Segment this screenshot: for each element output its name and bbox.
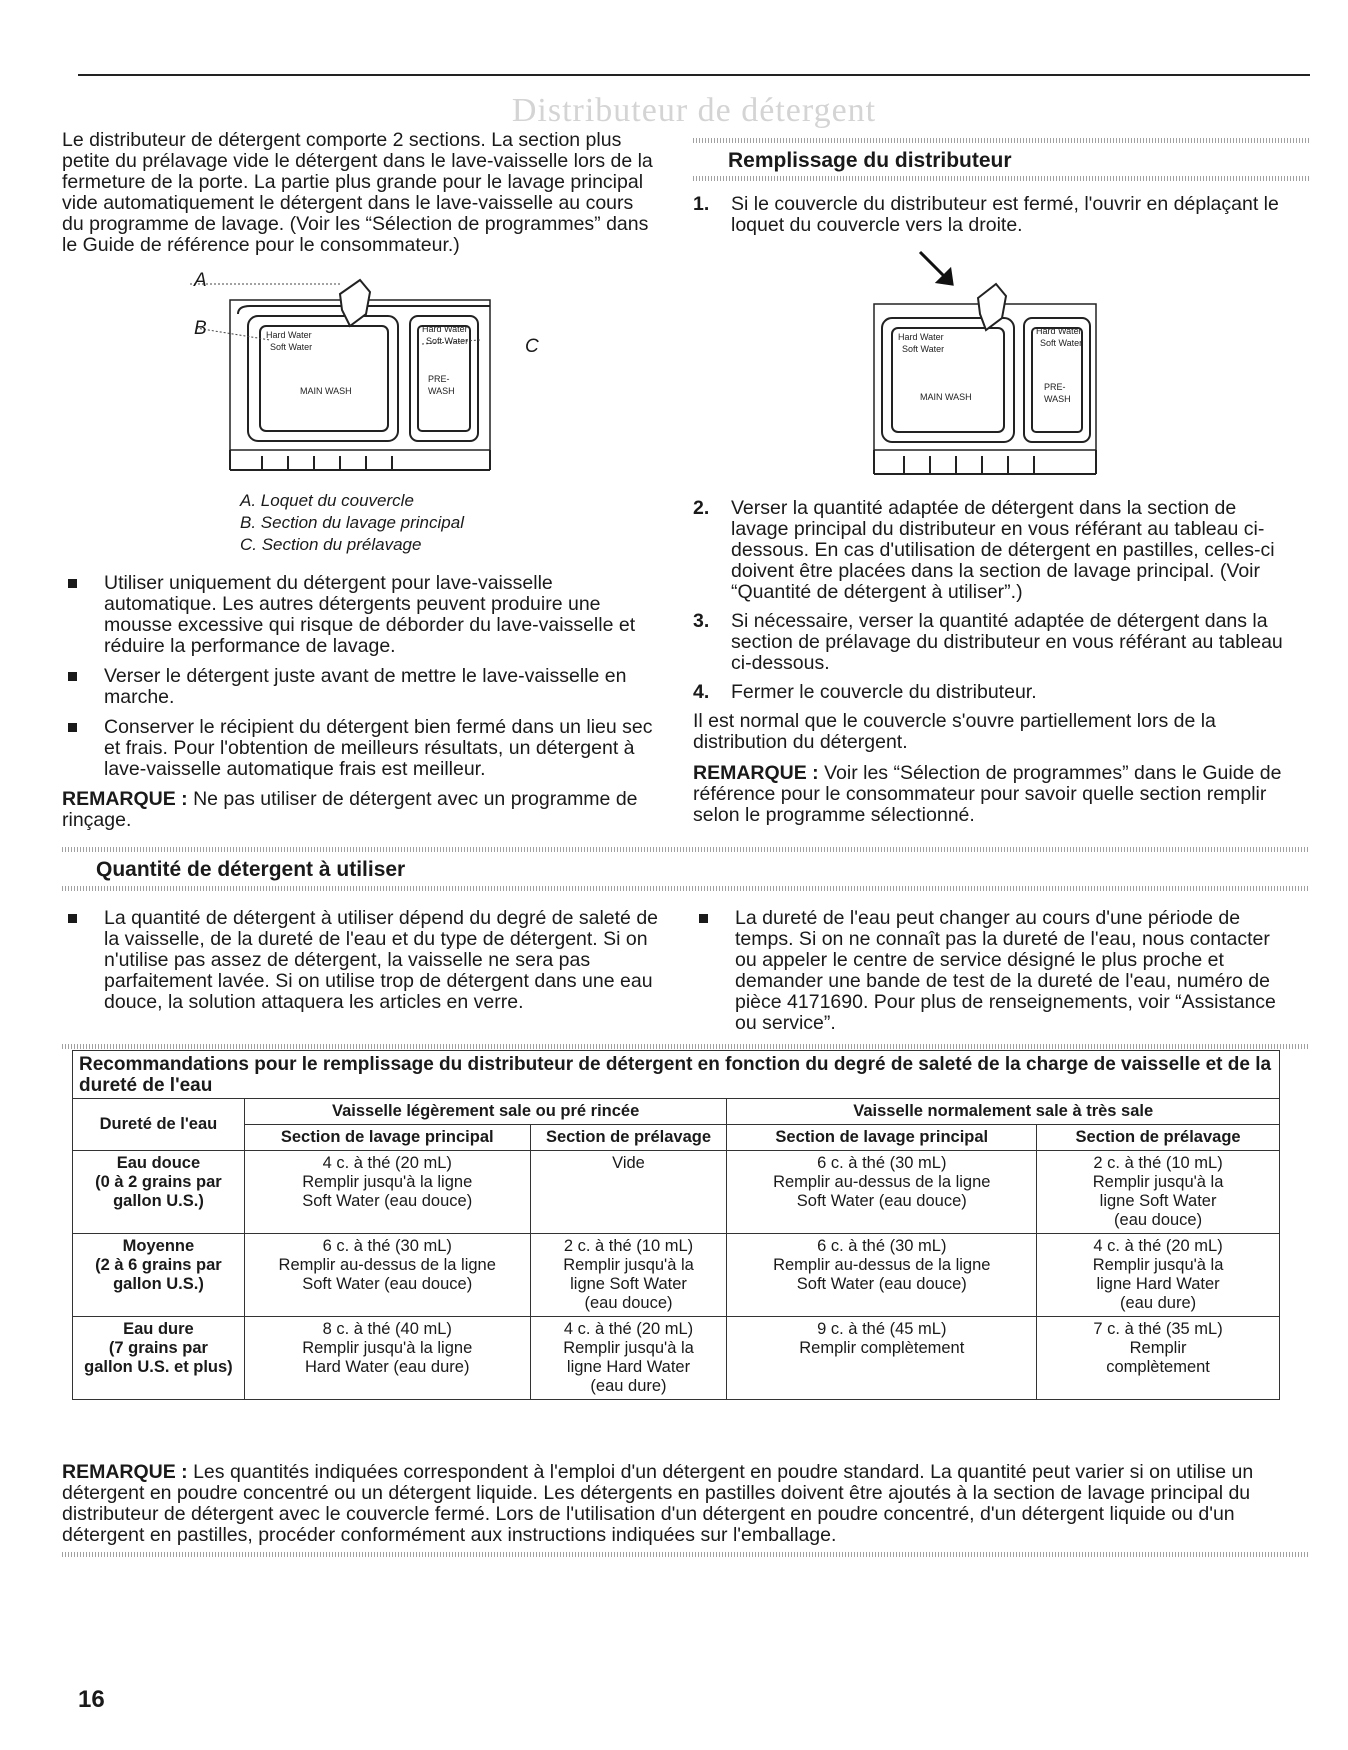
group2-header: Vaisselle normalement sale à très sale [727,1099,1280,1125]
pre-wash-label-1-2: PRE- [1044,382,1066,392]
hatch-divider [62,1044,1310,1049]
hard-water-label-right-2: Hard Water [1036,326,1082,336]
step-text: Si nécessaire, verser la quantité adaptée de détergent dans la section de prélavage du distributeur en vous référant au tableau ci-dessous. [731,610,1283,674]
table-row [73,1151,1280,1234]
top-rule [78,74,1310,76]
hatch-divider [62,847,1310,852]
table-title-box [72,1050,1280,1100]
bullet-item [62,573,662,657]
callout-c: C [525,336,539,357]
table-row [73,1234,1280,1317]
soft-water-label-left: Soft Water [270,342,313,352]
note-text: Ne pas utiliser de détergent avec un programme de rinçage. [62,788,638,831]
page-title: Distributeur de détergent [511,92,877,129]
bullet-text: Utiliser uniquement du détergent pour lave-vaisselle automatique. Les autres détergents peuvent produire une mousse excessive qui risque de déborder du lave-vaisselle et réduire la performance de lavage. [104,572,636,657]
soft-water-label-right-2: Soft Water [1040,338,1083,348]
callout-b: B [194,318,207,339]
bullet-square-icon [68,723,77,732]
row-header [73,1317,245,1400]
step-number: 1. [693,193,710,215]
step-number: 4. [693,681,710,703]
sub-main-header: Section de lavage principal [727,1125,1037,1151]
bottom-note-paragraph [62,1462,1312,1546]
step-item [693,682,1283,703]
step-1 [693,194,1283,244]
page-number: 16 [78,1686,105,1713]
quantity-right [693,908,1293,1043]
quantity-left [62,908,662,1022]
step-item [693,498,1283,603]
row-header-line: Moyenne [122,1237,195,1255]
step-text: Verser la quantité adaptée de détergent dans la section de lavage principal du distributeur en vous référant au tableau ci-dessous. En cas d'utilisation de détergent en pastilles, celles-ci doivent être placées dans la section de lavage principal. (Voir “Quantité de détergent à utiliser”.) [731,497,1275,603]
note-label: REMARQUE : [62,788,188,810]
step-text: Fermer le couvercle du distributeur. [731,681,1037,703]
figure-captions [240,490,540,556]
filling-heading: Remplissage du distributeur [728,149,1012,172]
hatch-divider [62,886,1310,891]
caption-c: C. Section du prélavage [240,535,422,554]
arrow-icon [920,252,952,284]
table-cell: 8 c. à thé (40 mL) Remplir jusqu'à la ligne Hard Water (eau dure) [244,1317,530,1400]
main-wash-label-2: MAIN WASH [920,392,972,402]
bullet-item [62,717,662,780]
bullet-square-icon [68,672,77,681]
sub-pre-header: Section de prélavage [1037,1125,1280,1151]
col-hardness-header: Dureté de l'eau [73,1099,245,1151]
row-header [73,1234,245,1317]
table-cell: Vide [530,1151,727,1234]
row-header [73,1151,245,1234]
table-cell: 2 c. à thé (10 mL) Remplir jusqu'à la ligne Soft Water (eau douce) [1037,1151,1280,1234]
row-header-line: Eau douce [116,1154,201,1172]
note-text: Voir les “Sélection de programmes” dans le Guide de référence pour le consommateur pour savoir quelle section remplir selon le programme sélectionné. [693,762,1282,826]
group1-header: Vaisselle légèrement sale ou pré rincée [244,1099,727,1125]
row-header-line: (2 à 6 grains par [95,1256,222,1274]
row-header-line: gallon U.S.) [113,1192,204,1210]
table-cell: 6 c. à thé (30 mL) Remplir au-dessus de la ligne Soft Water (eau douce) [727,1234,1037,1317]
table-cell: 4 c. à thé (20 mL) Remplir jusqu'à la ligne Hard Water (eau dure) [530,1317,727,1400]
bottom-note [62,1462,1312,1546]
step-item [693,194,1283,236]
bullet-square-icon [68,579,77,588]
filling-note [693,763,1283,826]
bullet-item [62,666,662,708]
soft-water-label-right: Soft Water [426,336,469,346]
table-cell: 4 c. à thé (20 mL) Remplir jusqu'à la ligne Hard Water (eau dure) [1037,1234,1280,1317]
note-label: REMARQUE : [693,762,819,784]
bullet-square-icon [68,914,77,923]
hatch-divider [693,138,1310,143]
left-note [62,789,662,831]
sub-main-header: Section de lavage principal [244,1125,530,1151]
note-label: REMARQUE : [62,1461,188,1483]
bullet-text: La dureté de l'eau peut changer au cours d'une période de temps. Si on ne connaît pas la dureté de l'eau, nous contacter ou appeler le centre de service désigné le plus proche et demander une bande de test de la dureté de l'eau, numéro de pièce 4171690. Pour plus de renseignements, voir “Assistance ou service”. [735,907,1276,1034]
row-header-line: gallon U.S. et plus) [84,1358,233,1376]
table-cell: 7 c. à thé (35 mL) Remplir complètement [1037,1317,1280,1400]
row-header-line: gallon U.S.) [113,1275,204,1293]
row-header-line: (7 grains par [108,1339,208,1357]
note-text: Les quantités indiquées correspondent à l'emploi d'un détergent en poudre standard. La quantité peut varier si on utilise un détergent en poudre concentré ou un détergent liquide. Les détergents en pastilles doivent être ajoutés à la section de lavage principal du distributeur de détergent avec le couvercle fermé. Lors de l'utilisation d'un détergent en poudre concentré, d'un détergent liquide ou d'un détergent en pastilles, procéder conformément aux instructions indiquées sur l'emballage. [62,1461,1254,1546]
normal-text: Il est normal que le couvercle s'ouvre partiellement lors de la distribution du détergent. [693,710,1216,753]
bullet-text: La quantité de détergent à utiliser dépend du degré de saleté de la vaisselle, de la dureté de l'eau et du type de détergent. Si on n'utilise pas assez de détergent, la vaisselle ne sera pas parfaitement lavée. Si on utilise trop de détergent dans une eau douce, la solution attaquera les articles en verre. [104,907,659,1013]
main-wash-label: MAIN WASH [300,386,352,396]
intro-paragraph: Le distributeur de détergent comporte 2 sections. La section plus petite du prélavage vide le détergent dans le lave-vaisselle lors de la fermeture de la porte. La partie plus grande pour le lavage principal vide automatiquement le détergent dans le lave-vaisselle au cours du programme de lavage. (Voir les “Sélection de programmes” dans le Guide de référence pour le consommateur.) [62,129,653,256]
pre-wash-label-1: PRE- [428,374,450,384]
dispenser-figure-right [860,248,1100,478]
table-cell: 2 c. à thé (10 mL) Remplir jusqu'à la ligne Soft Water (eau douce) [530,1234,727,1317]
caption-b: B. Section du lavage principal [240,513,464,532]
soft-water-label-left-2: Soft Water [902,344,945,354]
callout-a: A [194,270,207,291]
bullet-square-icon [699,914,708,923]
table-cell: 6 c. à thé (30 mL) Remplir au-dessus de la ligne Soft Water (eau douce) [727,1151,1037,1234]
row-header-line: (0 à 2 grains par [95,1173,222,1191]
left-bullets [62,573,662,831]
pre-wash-label-2: WASH [428,386,455,396]
step-number: 3. [693,610,710,632]
left-column [62,130,654,256]
row-header-line: Eau dure [123,1320,194,1338]
step-text: Si le couvercle du distributeur est fermé, l'ouvrir en déplaçant le loquet du couvercle vers la droite. [731,193,1279,236]
hatch-divider [693,176,1310,181]
hard-water-label-right: Hard Water [422,324,468,334]
bullet-text: Verser le détergent juste avant de mettre le lave-vaisselle en marche. [104,665,627,708]
steps-2-4 [693,498,1283,826]
table-cell: 6 c. à thé (30 mL) Remplir au-dessus de la ligne Soft Water (eau douce) [244,1234,530,1317]
sub-pre-header: Section de prélavage [530,1125,727,1151]
hatch-divider [62,1552,1310,1557]
step-item [693,611,1283,674]
table-title: Recommandations pour le remplissage du distributeur de détergent en fonction du degré de saleté de la charge de vaisselle et de la dureté de l'eau [79,1054,1272,1096]
table-row [73,1317,1280,1400]
table-cell: 9 c. à thé (45 mL) Remplir complètement [727,1317,1037,1400]
bullet-item [62,908,662,1013]
bullet-text: Conserver le récipient du détergent bien fermé dans un lieu sec et frais. Pour l'obtention de meilleurs résultats, un détergent à lave-vaisselle automatique frais est meilleur. [104,716,653,780]
hard-water-label-left-2: Hard Water [898,332,944,342]
hard-water-label-left: Hard Water [266,330,312,340]
table-cell: 4 c. à thé (20 mL) Remplir jusqu'à la ligne Soft Water (eau douce) [244,1151,530,1234]
caption-a: A. Loquet du couvercle [240,491,414,510]
dispenser-figure-left [190,270,510,480]
bullet-item [693,908,1293,1034]
pre-wash-label-2-2: WASH [1044,394,1071,404]
step-number: 2. [693,497,710,519]
quantity-heading: Quantité de détergent à utiliser [96,858,406,881]
recommendation-table [72,1098,1280,1400]
